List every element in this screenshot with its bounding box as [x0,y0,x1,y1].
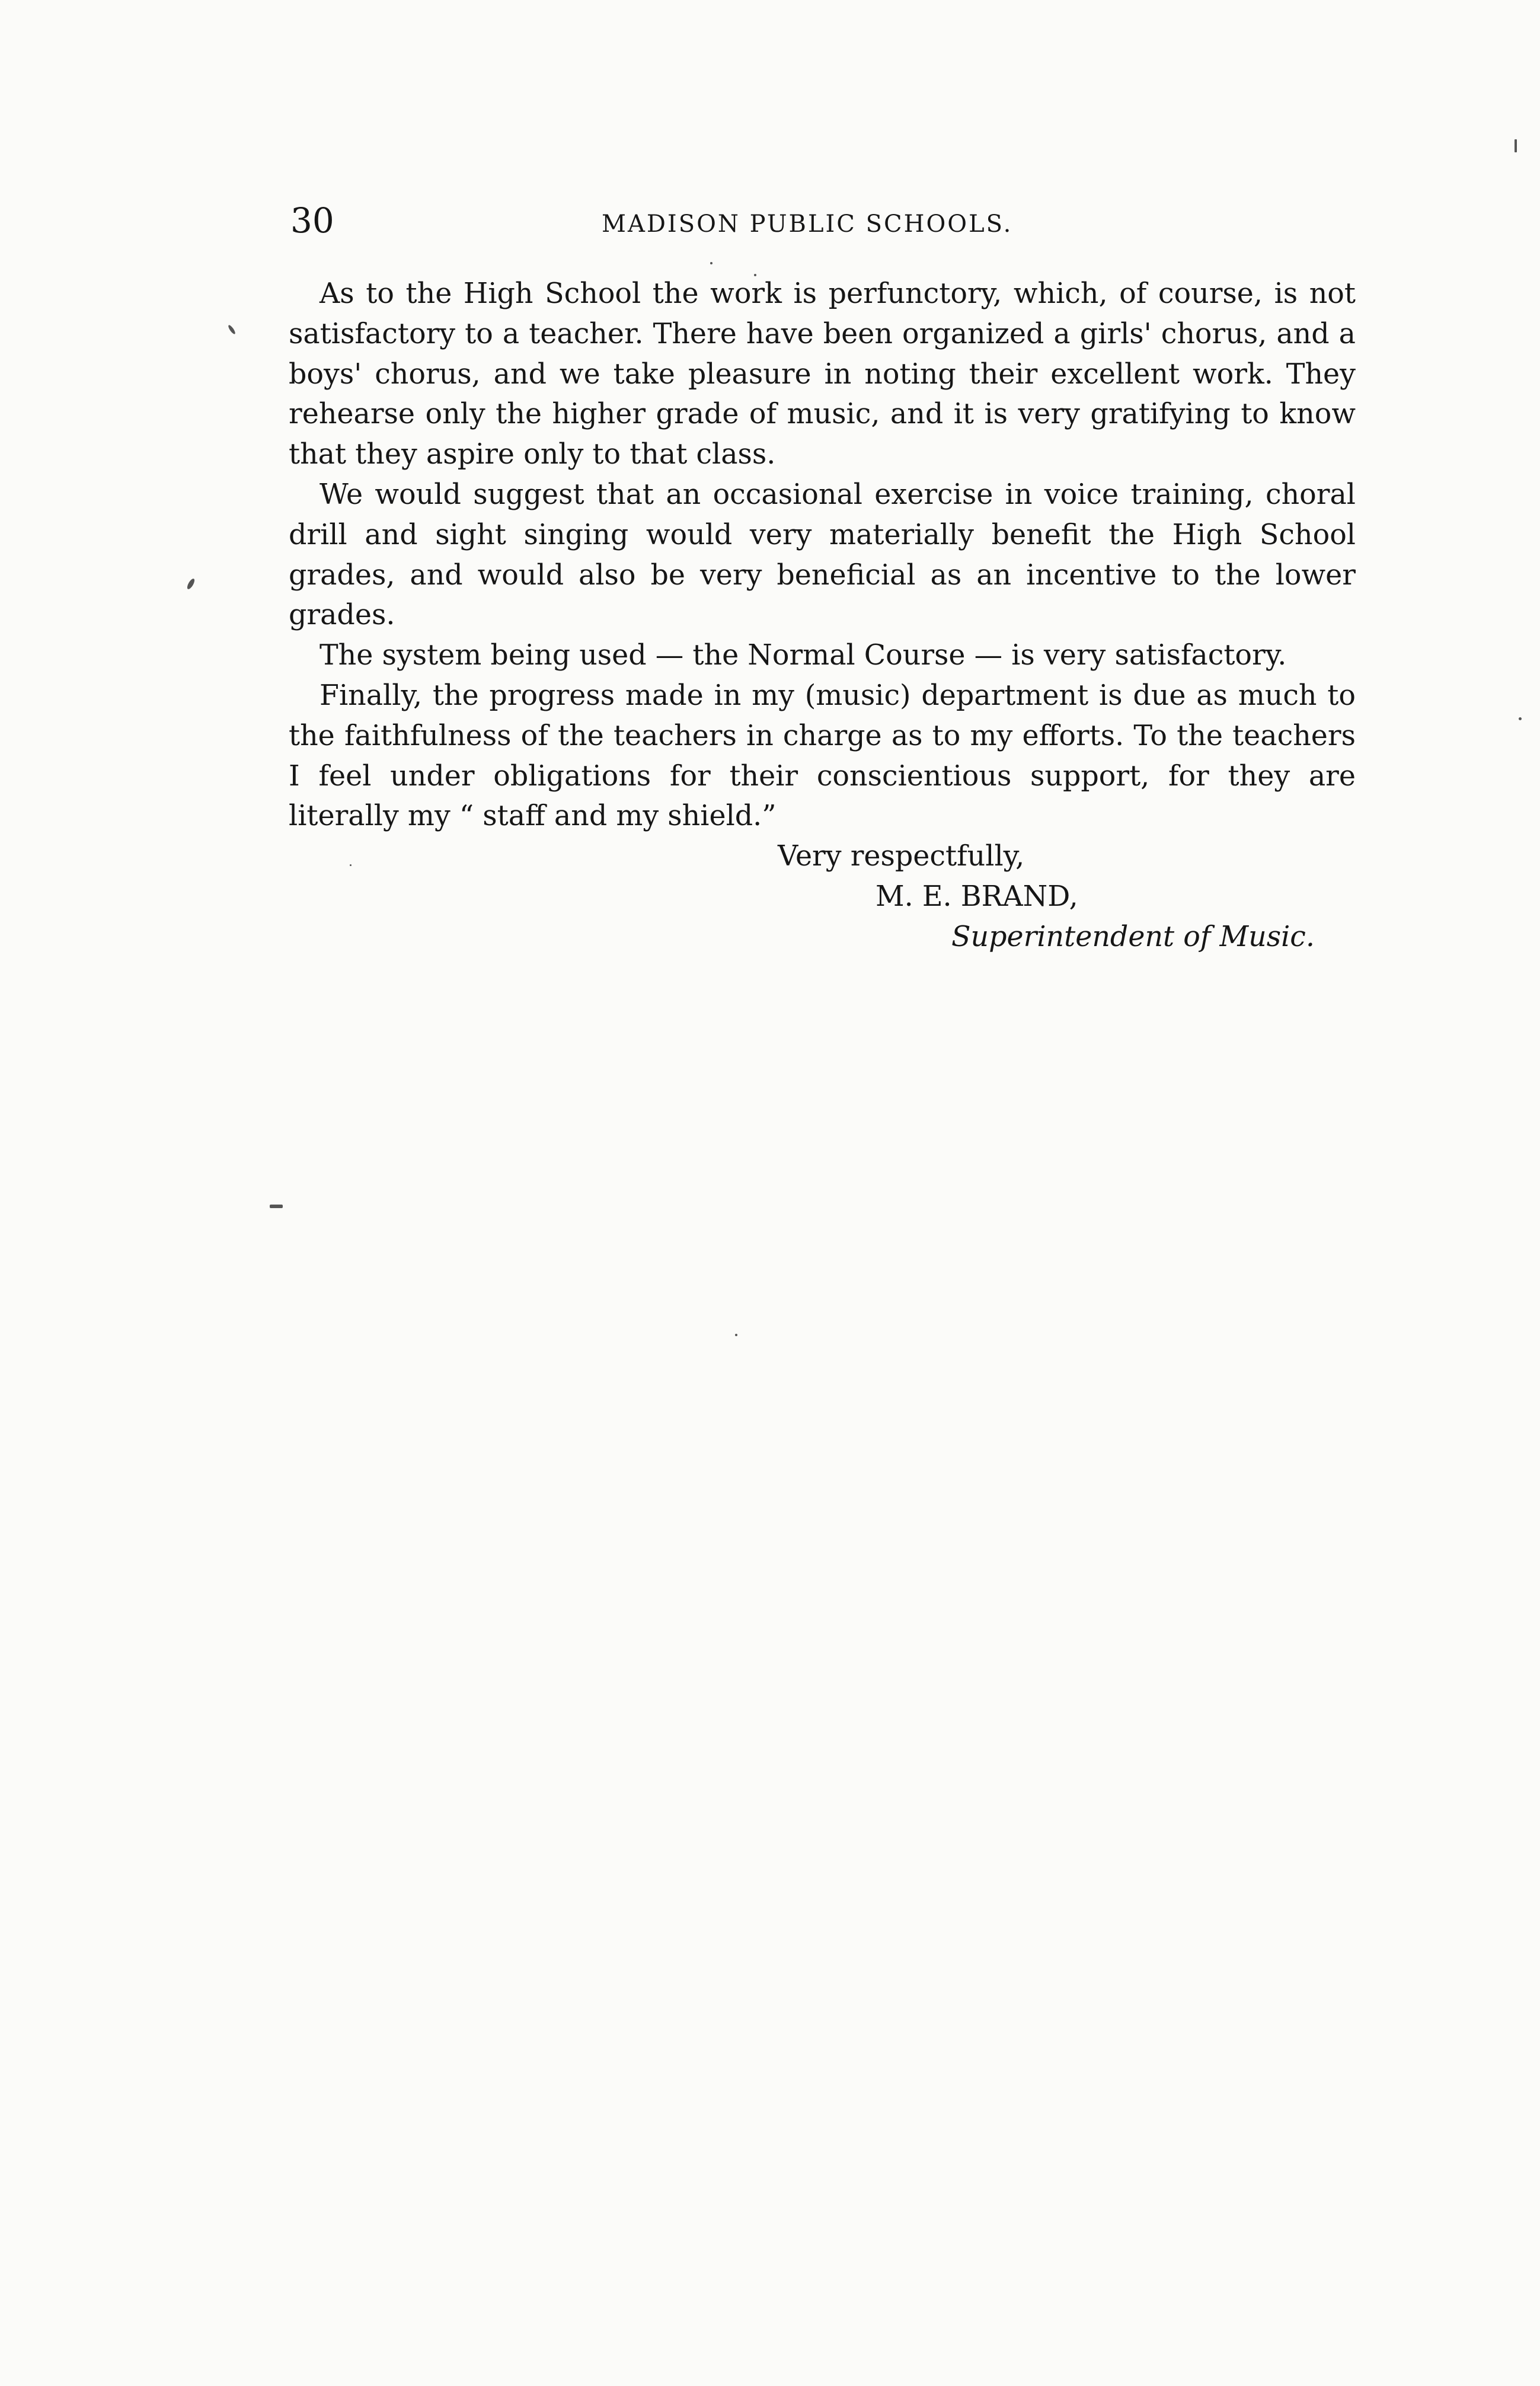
scan-speck [1519,717,1522,720]
header-title: MADISON PUBLIC SCHOOLS. [602,210,1013,238]
letter-body [289,274,1356,957]
letter-closing [289,836,1356,957]
paragraph-finally: Finally, the progress made in my (music) department is due as much to the faithfulness of the teachers in charge as to my efforts. To the teachers I feel under obligations for their conscientious support, for they are literally my “ staff and my shield.” [289,679,1356,833]
scan-speck [186,577,196,590]
scan-speck [710,262,713,264]
paragraph-high-school: As to the High School the work is perfunctory, which, of course, is not satisfactory to a teacher. There have been organized a girls' chorus, and a boys' chorus, and we take pleasure in noting their excellent work. They rehearse only the higher grade of music, and it is very gratifying to know that they aspire only to that class. [289,277,1356,471]
page-number: 30 [290,200,334,241]
running-head [290,197,1357,244]
scan-speck [1515,139,1517,152]
paragraph-system: The system being used — the Normal Course — is very satisfactory. [319,639,1287,672]
paragraph-suggestion: We would suggest that an occasional exercise in voice training, choral drill and sight singing would very materially benefit the High School grades, and would also be very beneficial as an incentive to the lower grades. [289,478,1356,632]
scan-speck [754,274,756,276]
valediction: Very respectfully, [778,840,1025,873]
scan-speck [227,324,236,335]
signer-name: M. E. BRAND, [876,880,1078,913]
scan-speck [350,864,352,866]
scan-speck [735,1334,737,1336]
scan-speck [270,1205,283,1208]
signer-title: Superintendent of Music. [951,921,1315,954]
